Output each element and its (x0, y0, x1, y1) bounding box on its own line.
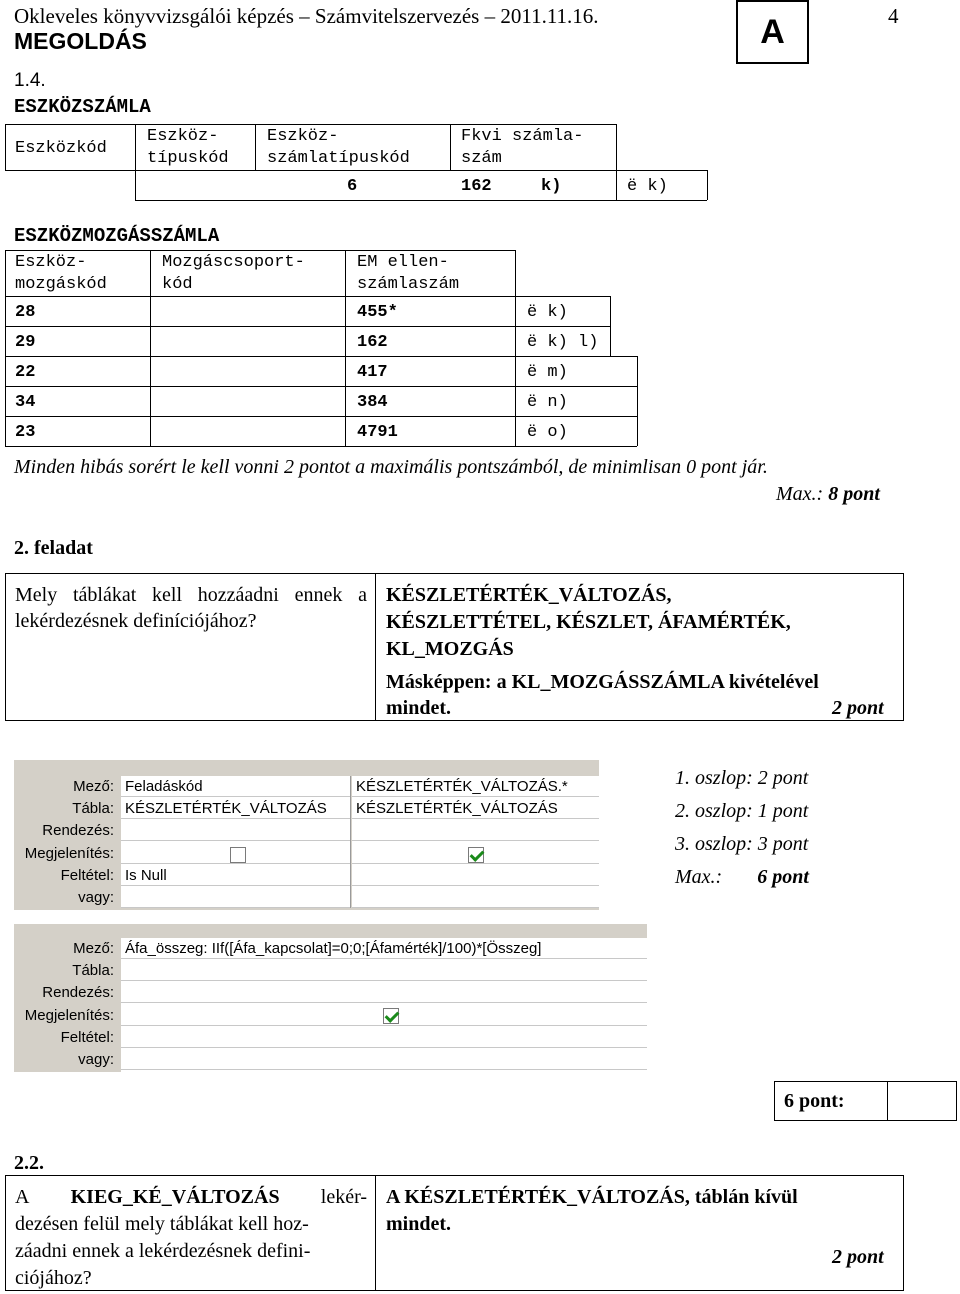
table-row-mark: ë m) (527, 363, 568, 382)
header-em-ellen-2: számlaszám (357, 275, 460, 294)
task2-points: 2 pont (832, 697, 884, 719)
or-cell[interactable] (121, 1049, 647, 1070)
row-label-or: vagy: (78, 889, 114, 906)
header-eszkoz-mozgas-2: mozgáskód (15, 275, 107, 294)
score-col1: 1. oszlop: 2 pont (675, 767, 809, 789)
question-line-4: ciójához? (15, 1267, 92, 1289)
mozgasszamla-table (0, 0, 960, 450)
header-szamlatipuskod: számlatípuskód (267, 149, 410, 168)
table-row-mark: ë n) (527, 393, 568, 412)
section-number: 1.4. (14, 70, 46, 91)
sort-cell[interactable] (121, 982, 647, 1003)
score-max-value: 6 pont (757, 866, 809, 888)
section-22-points: 2 pont (832, 1246, 884, 1268)
row-annotation: ë k) (627, 177, 668, 196)
row-label-or: vagy: (78, 1051, 114, 1068)
header-fkvi-szamla: Fkvi számla- (461, 127, 584, 146)
table-row-account: 455* (357, 303, 398, 322)
header-szam: szám (461, 149, 502, 168)
max-label: Max.: (776, 483, 824, 505)
header-subtitle: MEGOLDÁS (14, 28, 147, 54)
query-design-grid-1 (14, 760, 599, 910)
row-label-show: Megjelenítés: (24, 1007, 114, 1024)
question-rest-1: lekér- (320, 1186, 367, 1208)
points-box-value[interactable] (895, 1090, 951, 1114)
or-cell[interactable] (352, 887, 599, 908)
row-label-sort: Rendezés: (42, 822, 114, 839)
task2-alt-answer-1: Másképpen: a KL_MOZGÁSSZÁMLA kivételével (386, 671, 819, 693)
score-col3: 3. oszlop: 3 pont (675, 833, 809, 855)
sort-cell[interactable] (121, 820, 350, 841)
table-row-code: 22 (15, 363, 36, 382)
or-cell[interactable] (121, 887, 350, 908)
max-value: 8 pont (828, 483, 880, 505)
sort-cell[interactable] (352, 820, 599, 841)
row-label-show: Megjelenítés: (24, 845, 114, 862)
header-eszkoz: Eszköz- (147, 127, 219, 146)
query-design-grid-2 (14, 924, 647, 1072)
header-eszkoz-2: Eszköz- (267, 127, 339, 146)
table-row-code: 29 (15, 333, 36, 352)
query-column-1[interactable] (121, 776, 351, 908)
header-mozgascsoport-1: Mozgáscsoport- (162, 253, 305, 272)
question-line-3: záadni ennek a lekérdezésnek defini- (15, 1240, 311, 1262)
max-points-1 (776, 483, 880, 506)
header-title: Okleveles könyvvizsgálói képzés – Számvitelszervezés – 2011.11.16. (14, 4, 599, 28)
points-box (774, 1081, 957, 1121)
header-eszkoz-mozgas-1: Eszköz- (15, 253, 87, 272)
page-number: 4 (888, 4, 899, 28)
query-column-1[interactable] (121, 938, 647, 1072)
version-letter-box: A (736, 0, 809, 64)
task2-alt-answer-2: mindet. (386, 697, 451, 719)
criteria-cell[interactable] (121, 1027, 647, 1048)
question-line-2: dezésen felül mely táblákat kell hoz- (15, 1213, 309, 1235)
table-row-code: 23 (15, 423, 36, 442)
criteria-cell[interactable]: Is Null (121, 865, 350, 886)
scoring-list (675, 762, 809, 894)
field-cell[interactable]: KÉSZLETÉRTÉK_VÁLTOZÁS.* (352, 776, 599, 797)
header-em-ellen-1: EM ellen- (357, 253, 449, 272)
score-max (675, 861, 809, 894)
row-label-sort: Rendezés: (42, 984, 114, 1001)
criteria-cell[interactable] (352, 865, 599, 886)
section-22-table (5, 1175, 904, 1291)
show-checkbox-checked[interactable] (468, 847, 484, 863)
task2-answer-2: KÉSZLETTÉTEL, KÉSZLET, ÁFAMÉRTÉK, (386, 611, 791, 633)
table-row-account: 384 (357, 393, 388, 412)
table-cell[interactable] (121, 960, 647, 981)
task2-answer-3: KL_MOZGÁS (386, 638, 514, 660)
header-tipuskod: típuskód (147, 149, 229, 168)
table-row-account: 417 (357, 363, 388, 382)
query-column-2[interactable] (352, 776, 599, 908)
task2-title: 2. feladat (14, 537, 93, 559)
section-22-question (15, 1184, 367, 1292)
section-22-answer-1: A KÉSZLETÉRTÉK_VÁLTOZÁS, táblán kívül (386, 1186, 798, 1208)
score-col2: 2. oszlop: 1 pont (675, 800, 809, 822)
scoring-note: Minden hibás sorért le kell vonni 2 pontot a maximális pontszámból, de minimlisan 0 pont jár. (14, 456, 768, 478)
row-label-table: Tábla: (72, 800, 114, 817)
field-cell[interactable]: Feladáskód (121, 776, 350, 797)
row-fkvi-szam: 162 (461, 177, 492, 196)
show-checkbox-checked[interactable] (383, 1008, 399, 1024)
table-row-account: 4791 (357, 423, 398, 442)
mozgasszamla-title: ESZKÖZMOZGÁSSZÁMLA (14, 225, 220, 247)
task2-table (5, 573, 904, 721)
row-label-criteria: Feltétel: (60, 867, 114, 884)
eszkozszamla-title: ESZKÖZSZÁMLA (14, 96, 151, 118)
section-22-number: 2.2. (14, 1152, 44, 1174)
table-row-account: 162 (357, 333, 388, 352)
row-label-field: Mező: (73, 940, 114, 957)
question-prefix: A (15, 1186, 30, 1208)
task2-question: Mely táblákat kell hozzáadni ennek a lekérdezésnek definíciójához? (15, 584, 367, 632)
row-label-field: Mező: (73, 778, 114, 795)
field-cell[interactable]: Áfa_összeg: IIf([Áfa_kapcsolat]=0;0;[Áfamérték]/100)*[Összeg] (121, 938, 647, 959)
table-row-mark: ë k) (527, 303, 568, 322)
show-checkbox-unchecked[interactable] (230, 847, 246, 863)
header-eszkozkod: Eszközkód (15, 139, 107, 158)
row-label-criteria: Feltétel: (60, 1029, 114, 1046)
row-mark: k) (541, 177, 562, 196)
header-mozgascsoport-2: kód (162, 275, 193, 294)
table-row-code: 28 (15, 303, 36, 322)
table-cell[interactable]: KÉSZLETÉRTÉK_VÁLTOZÁS (352, 798, 599, 819)
table-row-code: 34 (15, 393, 36, 412)
table-cell[interactable]: KÉSZLETÉRTÉK_VÁLTOZÁS (121, 798, 350, 819)
points-box-label: 6 pont: (784, 1090, 845, 1112)
question-bold: KIEG_KÉ_VÁLTOZÁS (70, 1186, 280, 1208)
table-row-mark: ë k) l) (527, 333, 599, 352)
task2-answer-1: KÉSZLETÉRTÉK_VÁLTOZÁS, (386, 584, 672, 606)
row-label-table: Tábla: (72, 962, 114, 979)
section-22-answer-2: mindet. (386, 1213, 451, 1235)
score-max-label: Max.: (675, 866, 723, 888)
table-row-mark: ë o) (527, 423, 568, 442)
row-szamlatipuskod: 6 (347, 177, 358, 196)
